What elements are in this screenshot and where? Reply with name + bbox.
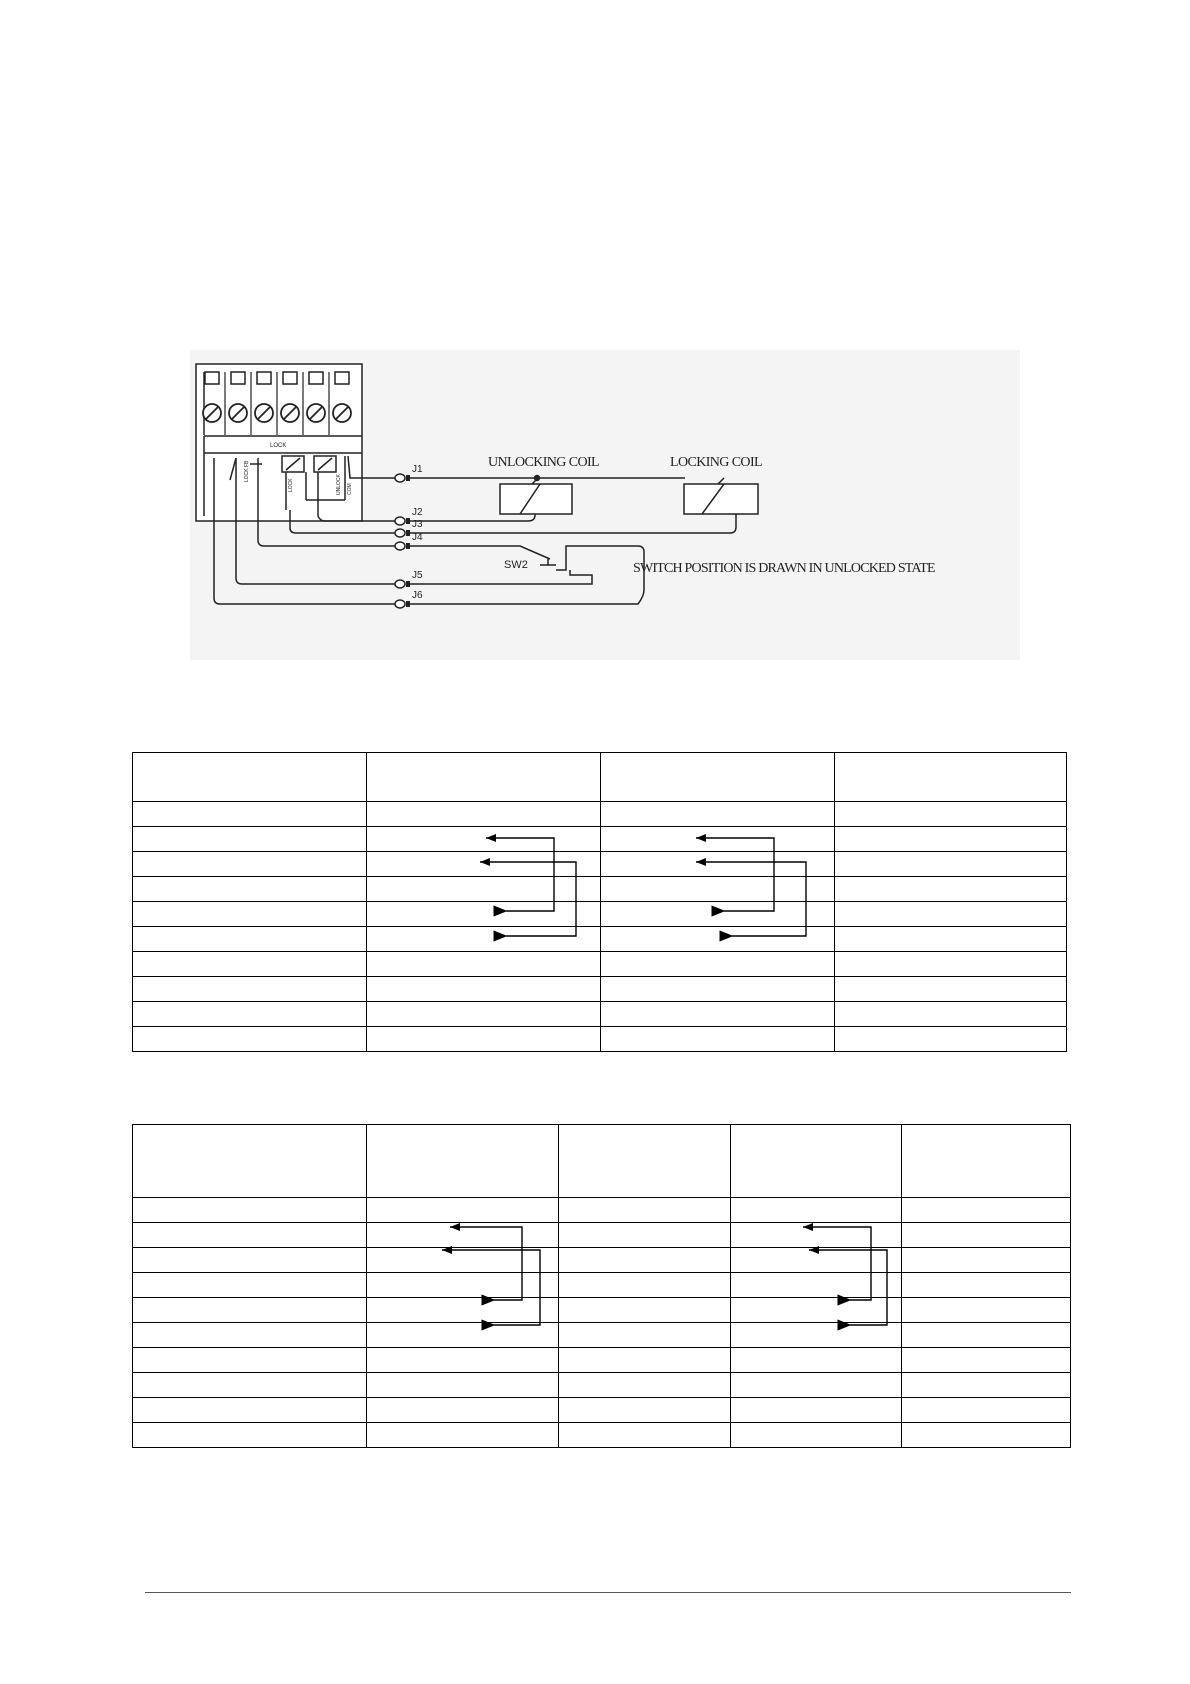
table-2-cell <box>902 1273 1071 1298</box>
table-2-cell <box>367 1423 559 1448</box>
table-1-row <box>133 927 1067 952</box>
terminal-slots <box>203 372 351 435</box>
svg-text:J4: J4 <box>412 532 423 543</box>
table-1-row <box>133 1027 1067 1052</box>
table-2-cell <box>133 1398 367 1423</box>
locking-coil-label: LOCKING COIL <box>670 455 762 470</box>
table-2-cell <box>731 1423 902 1448</box>
table-2-row <box>133 1323 1071 1348</box>
table-2-cell <box>902 1223 1071 1248</box>
table-2-cell <box>367 1348 559 1373</box>
table-1-cell <box>133 827 367 852</box>
table-1-row <box>133 902 1067 927</box>
table-1-cell <box>835 827 1067 852</box>
table-2-header-cell <box>902 1125 1071 1198</box>
table-1-cell <box>601 852 835 877</box>
table-2-row <box>133 1423 1071 1448</box>
terminal-slot <box>309 372 323 384</box>
table-1-cell <box>367 827 601 852</box>
table-2-cell <box>559 1348 731 1373</box>
table-2-cell <box>559 1323 731 1348</box>
table-2-cell <box>902 1248 1071 1273</box>
table-1-cell <box>367 1002 601 1027</box>
terminal-slot <box>335 372 349 384</box>
table-2-header-cell <box>367 1125 559 1198</box>
table-1-cell <box>133 1002 367 1027</box>
table-2 <box>132 1124 1071 1448</box>
table-1-header-cell <box>133 753 367 802</box>
table-1-cell <box>601 902 835 927</box>
table-2-cell <box>367 1198 559 1223</box>
table-2-cell <box>367 1223 559 1248</box>
table-2-cell <box>731 1398 902 1423</box>
table-2-cell <box>133 1198 367 1223</box>
table-1-cell <box>367 852 601 877</box>
sw2-label: SW2 <box>504 559 528 571</box>
lock-label: LOCK <box>288 478 294 492</box>
table-1-cell <box>601 977 835 1002</box>
wiring-diagram <box>190 350 1020 660</box>
com-label: COM <box>347 483 353 495</box>
table-2-header-row <box>133 1125 1071 1198</box>
table-1-cell <box>367 802 601 827</box>
table-1-cell <box>601 1027 835 1052</box>
table-1-cell <box>835 1027 1067 1052</box>
table-1-cell <box>133 877 367 902</box>
table-1-row <box>133 827 1067 852</box>
table-2-cell <box>902 1298 1071 1323</box>
table-1-cell <box>367 977 601 1002</box>
table-1-row <box>133 852 1067 877</box>
unlocking-coil-label: UNLOCKING COIL <box>488 455 599 470</box>
svg-text:J2: J2 <box>412 507 423 518</box>
table-1-cell <box>601 927 835 952</box>
table-2-cell <box>133 1248 367 1273</box>
table-2-cell <box>133 1423 367 1448</box>
table-2-cell <box>133 1298 367 1323</box>
table-1-cell <box>835 952 1067 977</box>
table-2-cell <box>902 1373 1071 1398</box>
svg-text:J3: J3 <box>412 519 423 530</box>
table-1-cell <box>133 952 367 977</box>
table-1-cell <box>601 952 835 977</box>
table-2-cell <box>902 1323 1071 1348</box>
lock-fb-label: LOCK FB <box>244 460 250 482</box>
table-1-cell <box>367 927 601 952</box>
table-2-cell <box>559 1223 731 1248</box>
table-1-cell <box>835 927 1067 952</box>
table-2-cell <box>133 1223 367 1248</box>
table-1-cell <box>133 977 367 1002</box>
table-2-row <box>133 1198 1071 1223</box>
table-2-row <box>133 1273 1071 1298</box>
table-1-cell <box>367 952 601 977</box>
table-1-header-row <box>133 753 1067 802</box>
table-2-cell <box>559 1273 731 1298</box>
table-2-header-cell <box>133 1125 367 1198</box>
table-2-cell <box>367 1273 559 1298</box>
table-2-cell <box>559 1373 731 1398</box>
table-1-header-cell <box>367 753 601 802</box>
table-1-cell <box>835 1002 1067 1027</box>
table-2-cell <box>731 1273 902 1298</box>
table-1-row <box>133 802 1067 827</box>
table-2-cell <box>731 1198 902 1223</box>
table-2-cell <box>133 1373 367 1398</box>
terminal-slot <box>231 372 245 384</box>
table-2-cell <box>367 1248 559 1273</box>
table-1-cell <box>133 927 367 952</box>
table-2-row <box>133 1223 1071 1248</box>
table-2-row <box>133 1348 1071 1373</box>
table-1-header-cell <box>835 753 1067 802</box>
table-1-cell <box>367 1027 601 1052</box>
footer-rule <box>145 1592 1071 1593</box>
terminal-header-label: LOCK <box>270 443 287 449</box>
table-2-header-cell <box>559 1125 731 1198</box>
table-1-cell <box>601 827 835 852</box>
table-2-cell <box>731 1298 902 1323</box>
table-1-row <box>133 952 1067 977</box>
terminal-slot <box>283 372 297 384</box>
table-2-cell <box>902 1398 1071 1423</box>
table-1-row <box>133 977 1067 1002</box>
table-1-cell <box>601 877 835 902</box>
table-2-cell <box>367 1373 559 1398</box>
table-1-cell <box>835 902 1067 927</box>
unlock-label: UNLOCK <box>336 474 342 495</box>
table-2-row <box>133 1373 1071 1398</box>
table-1-cell <box>367 902 601 927</box>
terminal-slot <box>205 372 219 384</box>
terminal-slot <box>257 372 271 384</box>
svg-text:J1: J1 <box>412 464 423 475</box>
table-2-row <box>133 1248 1071 1273</box>
table-2-cell <box>133 1348 367 1373</box>
table-1-header-cell <box>601 753 835 802</box>
svg-text:J5: J5 <box>412 570 423 581</box>
table-2-row <box>133 1398 1071 1423</box>
table-1-cell <box>835 977 1067 1002</box>
table-1 <box>132 752 1067 1052</box>
table-2-cell <box>133 1323 367 1348</box>
table-2-cell <box>731 1323 902 1348</box>
switch-note: SWITCH POSITION IS DRAWN IN UNLOCKED STATE <box>633 561 935 576</box>
svg-text:J6: J6 <box>412 590 423 601</box>
table-1-cell <box>835 877 1067 902</box>
table-2-cell <box>559 1423 731 1448</box>
table-2-header-cell <box>731 1125 902 1198</box>
table-2-cell <box>902 1423 1071 1448</box>
table-2-cell <box>559 1198 731 1223</box>
table-2-cell <box>367 1323 559 1348</box>
table-2-cell <box>731 1223 902 1248</box>
table-1-cell <box>133 802 367 827</box>
table-1-row <box>133 1002 1067 1027</box>
table-2-cell <box>559 1248 731 1273</box>
table-2-cell <box>559 1398 731 1423</box>
table-1-cell <box>601 1002 835 1027</box>
table-1-cell <box>367 877 601 902</box>
locking-coil <box>684 478 758 514</box>
table-1-cell <box>133 852 367 877</box>
table-2-cell <box>367 1298 559 1323</box>
table-2-cell <box>559 1298 731 1323</box>
table-2-cell <box>731 1248 902 1273</box>
table-1-cell <box>835 852 1067 877</box>
table-2-row <box>133 1298 1071 1323</box>
table-1-cell <box>835 802 1067 827</box>
table-2-cell <box>902 1348 1071 1373</box>
table-1-cell <box>133 1027 367 1052</box>
table-1-row <box>133 877 1067 902</box>
table-2-cell <box>731 1373 902 1398</box>
table-2-cell <box>902 1198 1071 1223</box>
table-1-cell <box>133 902 367 927</box>
table-2-cell <box>367 1398 559 1423</box>
table-2-cell <box>731 1348 902 1373</box>
table-1-cell <box>601 802 835 827</box>
table-2-cell <box>133 1273 367 1298</box>
